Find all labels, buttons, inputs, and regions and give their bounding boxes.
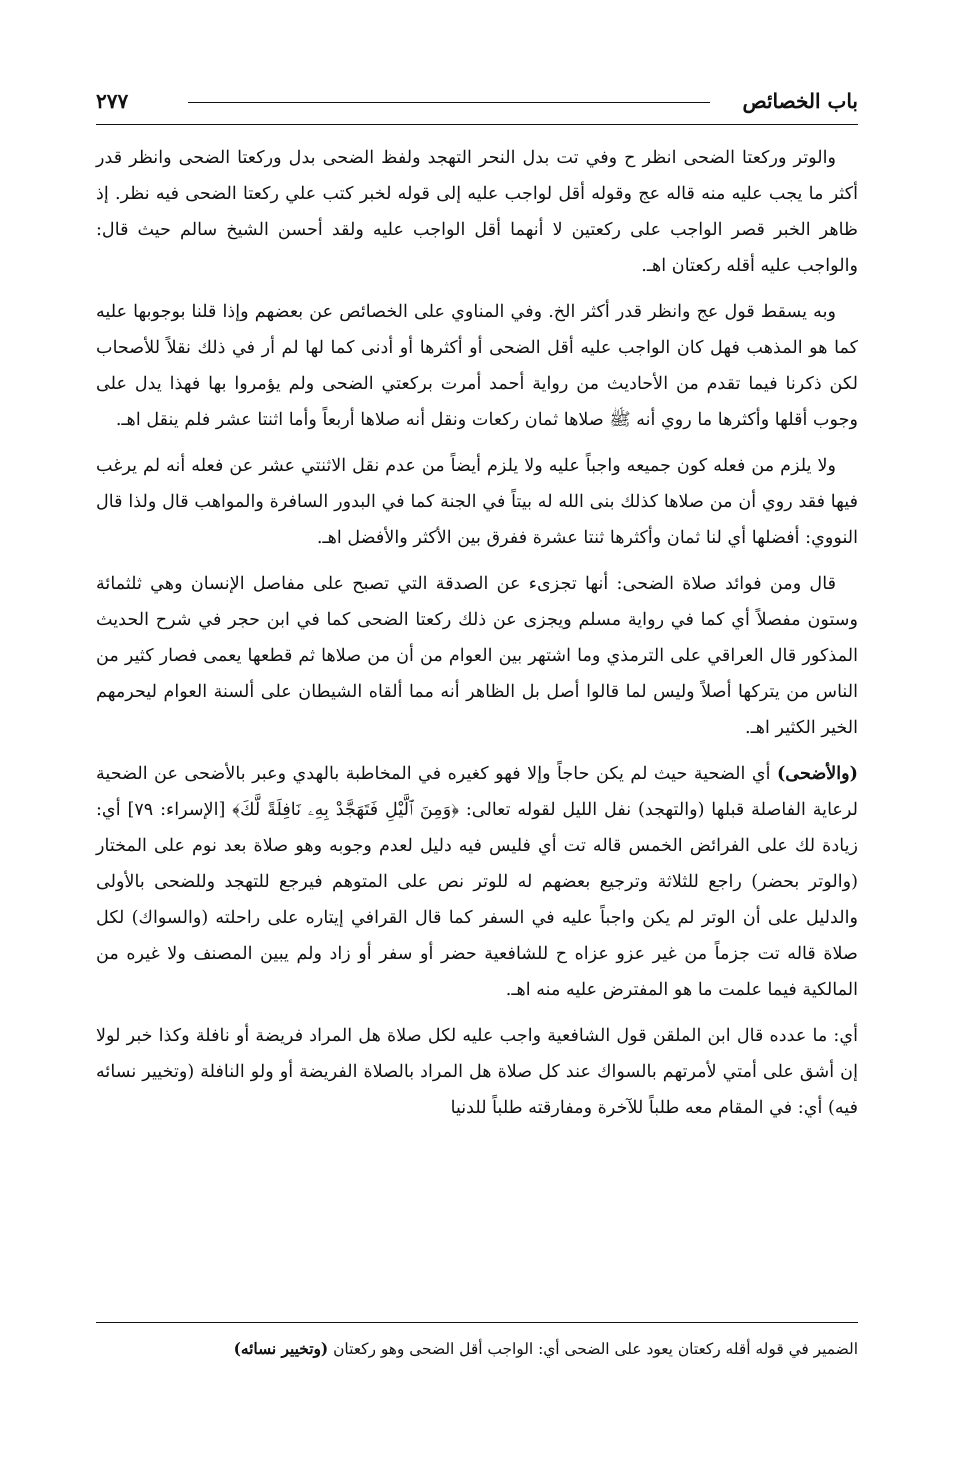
paragraph — [96, 448, 858, 556]
footnote — [96, 1334, 858, 1364]
running-header — [96, 84, 858, 118]
paragraph — [96, 1018, 858, 1126]
paragraph-text: أي: ما عدده قال ابن الملقن قول الشافعية واجب عليه لكل صلاة هل المراد فريضة أو نافلة وكذا خبر لولا إن أشق على أمتي لأمرتهم بالسواك عند كل صلاة هل المراد بالصلاة الفريضة أو ولو النافلة (وتخيير نسائه فيه) أي: في المقام معه طلباً للآخرة ومفارقته طلباً للدنيا — [96, 1026, 858, 1118]
paragraph-text: قال ومن فوائد صلاة الضحى: أنها تجزىء عن الصدقة التي تصبح على مفاصل الإنسان وهي ثلثمائة وستون مفصلاً أي كما في رواية مسلم ويجزى عن ذلك ركعتا الضحى كما في ابن حجر في شرح الحديث المذكور قال العراقي على الترمذي وما اشتهر بين العوام من أن من صلاها ثم قطعها يعمى فصار كثير من الناس من يتركها أصلاً وليس لما قالوا أصل بل الظاهر أنه مما ألقاه الشيطان على ألسنة العوام ليحرمهم الخير الكثير اهـ. — [96, 574, 858, 738]
page-number: ٢٧٧ — [96, 89, 129, 113]
footnote-divider — [96, 1322, 858, 1323]
footnote-text: الضمير في قوله أقله ركعتان يعود على الضحى أي: الواجب أقل الضحى وهو ركعتان — [333, 1340, 858, 1358]
paragraph — [96, 294, 858, 438]
body-text — [96, 140, 858, 1136]
paragraph-text: وبه يسقط قول عج وانظر قدر أكثر الخ. وفي المناوي على الخصائص عن بعضهم وإذا قلنا بوجوبها عليه كما هو المذهب فهل كان الواجب عليه أقل الضحى أو أكثرها أو أدنى كما لها لم أر في ذلك نقلاً للأصحاب لكن ذكرنا فيما تقدم من الأحاديث من رواية أحمد أمرت بركعتي الضحى ولم يؤمروا بها فهذا يدل على وجوب أقلها وأكثرها ما روي أنه ﷺ صلاها ثمان ركعات ونقل أنه صلاها أربعاً وأما اثنتا عشر فلم ينقل اهـ. — [96, 302, 858, 430]
paragraph — [96, 566, 858, 746]
header-rule — [188, 102, 710, 103]
paragraph-text: أي الضحية حيث لم يكن حاجاً وإلا فهو كغيره في المخاطبة بالهدي وعبر بالأضحى عن الضحية لرعاية الفاصلة قبلها (والتهجد) نفل الليل لقوله تعالى: ﴿وَمِنَ ٱلَّيْلِ فَتَهَجَّدْ بِهِۦ نَافِلَةً لَّكَ﴾ [الإسراء: ٧٩] أي: زيادة لك على الفرائض الخمس قاله تت أي فليس فيه دليل لعدم وجوبه وهو صلاة بعد نوم على المختار (والوتر بحضر) راجع للثلاثة وترجيع بعضهم له للوتر نص على المتوهم فيرجع للتهجد وللضحى بالأولى والدليل على أن الوتر لم يكن واجباً عليه في السفر كما قال القرافي إيتاره على راحلته (والسواك) لكل صلاة قاله تت جزماً من غير عزو عزاه ح للشافعية حضر أو سفر أو زاد ولم يبين المصنف ولا غيره من المالكية فيما علمت ما هو المفترض عليه منه اهـ. — [96, 764, 858, 1000]
paragraph-lead-term: (والأضحى) — [776, 763, 858, 784]
paragraph — [96, 756, 858, 1008]
footnote-bold-term: (وتخيير نسائه) — [233, 1340, 329, 1358]
paragraph-text: ولا يلزم من فعله كون جميعه واجباً عليه ولا يلزم أيضاً من عدم نقل الاثنتي عشر عن فعله أنه لم يرغب فيها فقد روي أن من صلاها كذلك بنى الله له بيتاً في الجنة كما في البدور السافرة والمواهب قال ولذا قال النووي: أفضلها أي لنا ثمان وأكثرها ثنتا عشرة ففرق بين الأكثر والأفضل اهـ. — [96, 456, 858, 548]
paragraph — [96, 140, 858, 284]
paragraph-text: والوتر وركعتا الضحى انظر ح وفي تت بدل النحر التهجد ولفظ الضحى بدل وركعتا الضحى وانظر قدر أكثر ما يجب عليه منه قاله عج وقوله أقل لواجب عليه إلى قوله لخبر كتب علي ركعتا الضحى فيه نظر. إذ ظاهر الخبر قصر الواجب على ركعتين لا أنهما أقل الواجب عليه ولقد أحسن الشيخ سالم حيث قال: والواجب عليه أقله ركعتان اهـ. — [96, 148, 858, 276]
header-divider — [96, 124, 858, 125]
chapter-title: باب الخصائص — [742, 89, 858, 113]
